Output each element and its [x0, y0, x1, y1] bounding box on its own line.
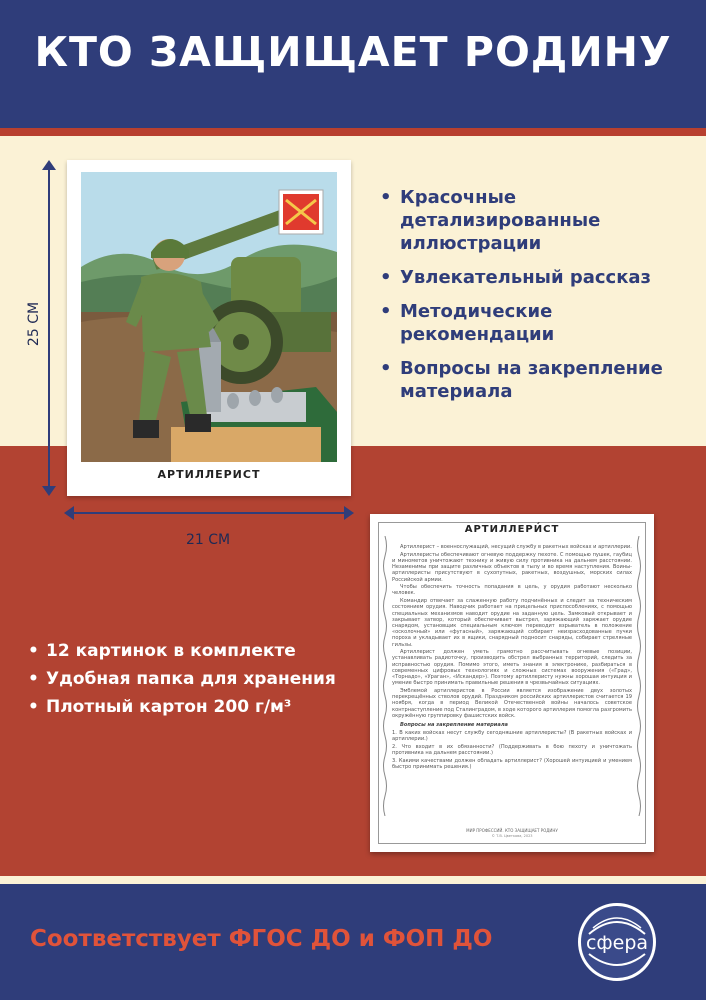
- ornament-left-icon: [382, 536, 388, 816]
- divider-stripe: [0, 128, 706, 136]
- card-footer: МИР ПРОФЕССИЙ. КТО ЗАЩИЩАЕТ РОДИНУ: [466, 828, 558, 833]
- picture-card: [67, 160, 351, 496]
- question: 1. В каких войсках несут службу сегодняшние артиллеристы? (В ракетных войсках и артиллерии.): [392, 729, 632, 742]
- publisher-logo: [578, 903, 656, 981]
- width-dimension-line: [67, 512, 351, 514]
- artilleryman-illustration: [81, 172, 337, 462]
- card-copyright: © Т.В. Цветкова, 2023: [491, 834, 533, 838]
- question: 3. Какими качествами должен обладать артиллерист? (Хорошей интуицией и умением быстро принимать решения.): [392, 757, 632, 770]
- text-card: [370, 514, 654, 852]
- page-title: КТО ЗАЩИЩАЕТ РОДИНУ: [34, 28, 672, 76]
- card-text: Артиллерист – военнослужащий, несущий службу в ракетных войсках и артиллерии. Артиллеристы обеспечивают огневую поддержку пехоте. С помощью пушек, гаубиц и минометов уничтожают технику и живую силу противника на дальнем расстоянии. Незаменимы при защите различных объектов в тылу и во время наступления. Воины-артиллеристы присутствуют в сухопутных, ракетных, воздушных, морских силах Российской армии. Чтобы обеспечить точность попадания в цель, у орудия работают несколько человек. Командир отвечает за слаженную работу подчинённых и следит за техническим состоянием орудия. Наводчик работает на прицельных приспособлениях, с помощью специальных механизмов наводит орудие на заданную цель. Замковый открывает и закрывает затвор, который обеспечивает выстрел, заряжающий заряжает орудие снарядом, установщик специальным ключом переводит взрыватель в положение «осколочный» или «фугасный», заряжающий собирает неизрасходованные пучки пороха и укладывает их в ящики, снарядный подносит снаряды, собирает стреляные гильзы. Артиллерист должен уметь грамотно рассчитывать огневые позиции, устанавливать радиоточку, производить обстрел выбранных территорий, следить за исправностью орудия. Помимо этого, иметь знания в электронике, разбираться в современных цифровых технологиях и сложных системах вооружения («Град», «Торнадо», «Ураган», «Искандер»). Поэтому артиллеристу нужны хорошая интуиция и умение быстро принимать правильные решения в чрезвычайных ситуациях. Эмблемой артиллеристов в России является изображение двух золотых перекрещённых стволов орудий. Праздником российских артиллеристов считается 19 ноября, когда в период Великой Отечественной войны началось советское контрнаступление под Сталинградом, в ходе которого артиллерия помогла разгромить окружённую группировку фашистских войск. Вопросы на закрепление материала 1. В каких войсках несут службу сегодняшние артиллеристы? (В ракетных войсках и артиллерии.) 2. Что входит в их обязанности? (Поддерживать в бою пехоту и уничтожать противника на дальнем расстоянии.) 3. Какими качествами должен обладать артиллерист? (Хорошей интуицией и умением быстро принимать решения.): [392, 544, 632, 770]
- card-caption: АРТИЛЛЕРИСТ: [157, 468, 261, 481]
- list-item: • Красочные детализированные иллюстрации: [380, 187, 601, 254]
- width-label: 21 СМ: [186, 532, 231, 548]
- height-dimension-line: [48, 164, 50, 492]
- list-item: • Увлекательный рассказ: [380, 267, 652, 288]
- list-item: • Удобная папка для хранения: [28, 669, 336, 689]
- compliance-text: Соответствует ФГОС ДО и ФОП ДО: [30, 926, 493, 952]
- height-label: 25 СМ: [26, 301, 42, 347]
- questions-title: Вопросы на закрепление материала: [400, 721, 508, 728]
- card-title: АРТИЛЛЕРИ́СТ: [464, 524, 560, 535]
- list-item: • 12 картинок в комплекте: [28, 641, 296, 661]
- ornament-right-icon: [636, 536, 642, 816]
- kit-list: [28, 640, 358, 724]
- divider-stripe-bottom: [0, 876, 706, 884]
- question: 2. Что входит в их обязанности? (Поддерживать в бою пехоту и уничтожать противника на дальнем расстоянии.): [392, 743, 632, 756]
- arrow-up-icon: [42, 160, 56, 170]
- features-list: [380, 186, 680, 414]
- arrow-down-icon: [42, 486, 56, 496]
- arrow-right-icon: [344, 506, 354, 520]
- list-item: • Методические рекомендации: [380, 301, 555, 345]
- arrow-left-icon: [64, 506, 74, 520]
- list-item: • Вопросы на закрепление материала: [380, 358, 663, 402]
- logo-text: сфера: [585, 932, 649, 954]
- list-item: • Плотный картон 200 г/м³: [28, 697, 292, 717]
